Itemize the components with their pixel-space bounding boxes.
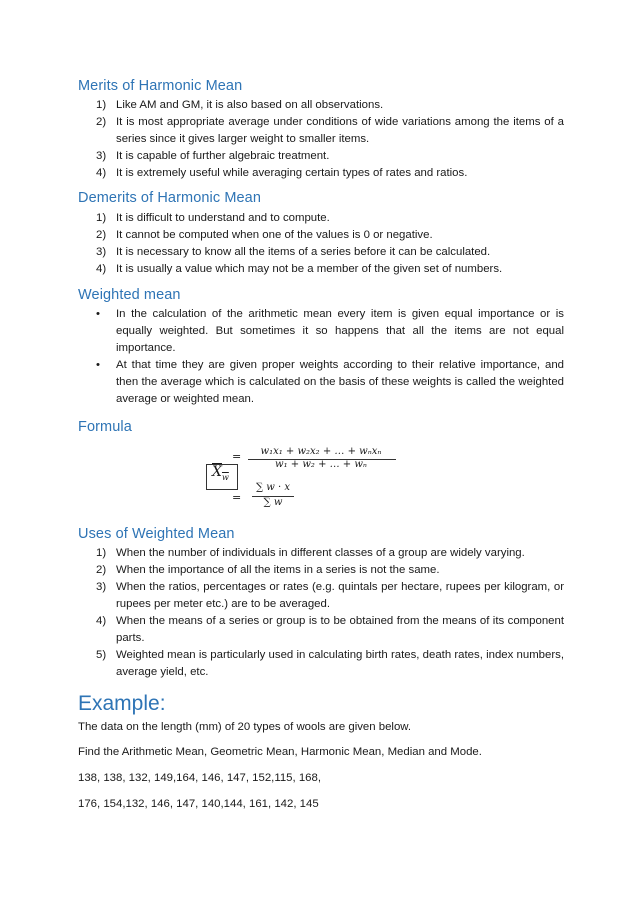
data-values-line-2: 176, 154,132, 146, 147, 140,144, 161, 142, 145 bbox=[78, 798, 319, 810]
item-number: 5) bbox=[96, 649, 107, 661]
weighted-mean-heading: Weighted mean bbox=[78, 287, 181, 303]
item-number: 2) bbox=[96, 564, 107, 576]
uses-list bbox=[78, 545, 564, 681]
weighted-mean-list bbox=[78, 306, 564, 408]
bullet-icon: • bbox=[96, 308, 100, 320]
item-number: 4) bbox=[96, 167, 107, 179]
list-item bbox=[78, 210, 564, 227]
list-item bbox=[78, 562, 564, 579]
bullet-icon: • bbox=[96, 359, 100, 371]
item-text: It cannot be computed when one of the values is 0 or negative. bbox=[116, 229, 433, 241]
merits-heading: Merits of Harmonic Mean bbox=[78, 78, 243, 94]
item-number: 1) bbox=[96, 99, 107, 111]
uses-heading: Uses of Weighted Mean bbox=[78, 526, 235, 542]
list-item bbox=[78, 261, 564, 278]
formula-numerator-1: w₁x₁ + w₂x₂ + … + wₙxₙ bbox=[260, 446, 382, 457]
formula-equals-1: = bbox=[232, 450, 242, 463]
formula-subscript: w bbox=[221, 472, 229, 482]
list-item bbox=[78, 114, 564, 148]
item-text: Weighted mean is particularly used in calculating birth rates, death rates, index numbers, average yield, etc. bbox=[116, 649, 564, 678]
item-text: When the importance of all the items in a series is not the same. bbox=[116, 564, 440, 576]
demerits-heading: Demerits of Harmonic Mean bbox=[78, 190, 261, 206]
item-number: 1) bbox=[96, 212, 107, 224]
item-text: It is usually a value which may not be a member of the given set of numbers. bbox=[116, 263, 503, 275]
formula-numerator-2: ∑ w · x bbox=[255, 482, 291, 493]
example-line-1: The data on the length (mm) of 20 types of wools are given below. bbox=[78, 721, 412, 733]
list-item bbox=[78, 545, 564, 562]
item-number: 1) bbox=[96, 547, 107, 559]
item-text: When the number of individuals in different classes of a group are widely varying. bbox=[116, 547, 525, 559]
example-line-2: Find the Arithmetic Mean, Geometric Mean, Harmonic Mean, Median and Mode. bbox=[78, 746, 482, 758]
item-number: 2) bbox=[96, 229, 107, 241]
list-item bbox=[78, 165, 564, 182]
list-item bbox=[78, 148, 564, 165]
item-number: 2) bbox=[96, 116, 107, 128]
data-values-line-1: 138, 138, 132, 149,164, 146, 147, 152,115, 168, bbox=[78, 772, 322, 784]
item-text: It is extremely useful while averaging certain types of rates and ratios. bbox=[116, 167, 468, 179]
formula-denominator-1: w₁ + w₂ + … + wₙ bbox=[275, 459, 367, 470]
list-item bbox=[78, 613, 564, 647]
item-number: 4) bbox=[96, 615, 107, 627]
weighted-mean-formula bbox=[200, 446, 400, 518]
list-item bbox=[78, 306, 564, 357]
item-text: At that time they are given proper weights according to their relative importance, and then the average which is calculated on the basis of these weights is called the weighted average or weighted mean. bbox=[116, 359, 564, 405]
list-item bbox=[78, 227, 564, 244]
item-text: It is difficult to understand and to compute. bbox=[116, 212, 330, 224]
formula-heading: Formula bbox=[78, 419, 132, 435]
item-number: 3) bbox=[96, 581, 107, 593]
formula-equals-2: = bbox=[232, 491, 242, 504]
list-item bbox=[78, 244, 564, 261]
item-text: In the calculation of the arithmetic mean every item is given equal importance or is equally weighted. But sometimes it so happens that all the items are not equal importance. bbox=[116, 308, 564, 354]
item-number: 4) bbox=[96, 263, 107, 275]
item-text: It is capable of further algebraic treatment. bbox=[116, 150, 330, 162]
list-item bbox=[78, 97, 564, 114]
item-text: When the ratios, percentages or rates (e.g. quintals per hectare, rupees per kilogram, or rupees per meter etc.) are to be averaged. bbox=[116, 581, 564, 610]
formula-x-bar: X bbox=[212, 464, 222, 480]
example-heading: Example: bbox=[78, 692, 166, 715]
list-item bbox=[78, 647, 564, 681]
item-number: 3) bbox=[96, 246, 107, 258]
list-item bbox=[78, 579, 564, 613]
formula-denominator-2: ∑ w bbox=[263, 497, 283, 508]
item-text: Like AM and GM, it is also based on all observations. bbox=[116, 99, 384, 111]
item-text: It is most appropriate average under conditions of wide variations among the items of a series since it gives larger weight to smaller items. bbox=[116, 116, 564, 145]
list-item bbox=[78, 357, 564, 408]
formula-lhs bbox=[212, 464, 229, 482]
demerits-list bbox=[78, 210, 564, 278]
item-number: 3) bbox=[96, 150, 107, 162]
item-text: It is necessary to know all the items of a series before it can be calculated. bbox=[116, 246, 491, 258]
merits-list bbox=[78, 97, 564, 182]
item-text: When the means of a series or group is to be obtained from the means of its component parts. bbox=[116, 615, 564, 644]
